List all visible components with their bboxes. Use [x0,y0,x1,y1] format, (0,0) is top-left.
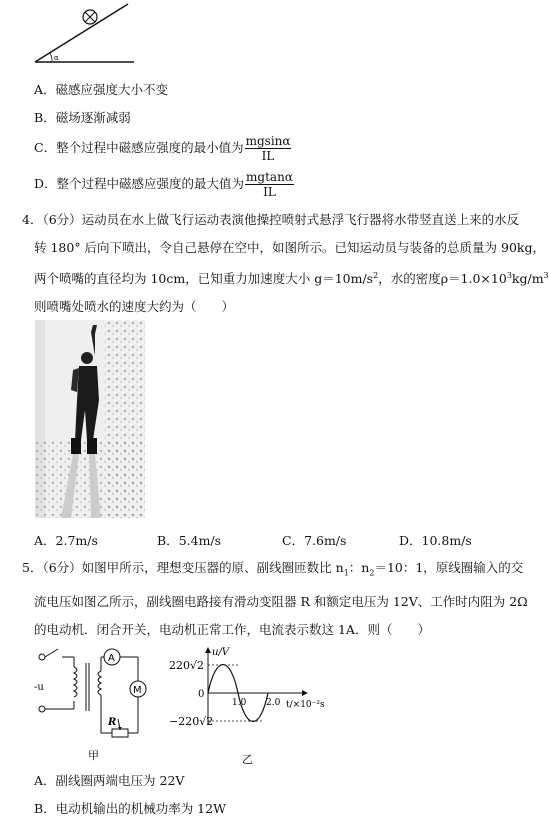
fraction: $\frac{mgsin\alpha}{IL}$ [245,134,291,163]
circuit-diagram [32,645,162,765]
figure-caption-yi: 乙 [242,753,253,766]
q5-option-a[interactable]: A．副线圈两端电压为 22V [34,773,185,788]
q4-option-a[interactable]: A．2.7m/s [34,533,98,548]
fraction: $\frac{mgtan\alpha}{IL}$ [246,170,293,199]
svg-text:220√2: 220√2 [169,659,205,672]
angle-arc [50,53,52,62]
svg-text:−220√2: −220√2 [169,715,214,728]
voltage-label: -u [34,682,44,693]
incline-line [35,4,128,62]
q3-option-a[interactable]: A．磁感应强度大小不变 [34,82,169,97]
switch [45,649,58,657]
svg-text:A: A [108,653,115,664]
angle-label: α [54,54,59,62]
q4-option-c[interactable]: C．7.6m/s [282,533,347,548]
svg-text:2.0: 2.0 [266,698,281,708]
primary-coil [74,667,77,697]
secondary-coil [98,671,101,695]
svg-text:0: 0 [198,689,205,700]
q5-stem: 5．（6分）如图甲所示，理想变压器的原、副线圈匝数比 $n_1$：$n_2=10$：1，原线圈输入的交 流电压如图乙所示，副线圈电路接有滑动变阻器 R 和额定电压为 12V、工作时内阻为 2Ω 的电动机．闭合开关，电动机正常工作，电流表示数这 1A．则（ ） [22,560,528,637]
svg-text:u/V: u/V [212,647,230,658]
jetpack-photo [35,320,145,518]
q3-option-b[interactable]: B．磁场逐渐减弱 [34,110,131,125]
figure-caption-jia: 甲 [88,749,99,762]
q4-option-b[interactable]: B．5.4m/s [157,533,222,548]
q3-option-d[interactable]: D．整个过程中磁感应强度的最大值为 $\frac{mgtan\alpha}{IL}$ [34,170,293,199]
q4-option-d[interactable]: D．10.8m/s [399,533,472,548]
athlete-image [35,320,145,518]
incline-figure [30,0,140,66]
svg-text:M: M [133,685,142,696]
q3-option-c[interactable]: C．整个过程中磁感应强度的最小值为 $\frac{mgsin\alpha}{IL}$ [34,134,291,163]
q4-stem: 4．（6分）运动员在水上做飞行运动表演他操控喷射式悬浮飞行器将水带竖直送上来的水反 转 180° 后向下喷出，令自己悬停在空中，如图所示。已知运动员与装备的总质量为 90kg， 两个喷嘴的直径均为 10cm，已知重力加速度大小 $g=10m/s^2$，水的密度$\rho=1.0\times 10^3kg/m^3$ 则喷嘴处喷水的速度大约为（ ） [22,212,549,315]
rheostat-icon [112,729,128,737]
q5-option-b[interactable]: B．电动机输出的机械功率为 12W [34,801,226,816]
svg-text:t/×10⁻²s: t/×10⁻²s [286,700,325,710]
voltage-graph [168,645,348,770]
svg-text:R: R [108,717,117,728]
svg-text:1.0: 1.0 [232,698,247,708]
